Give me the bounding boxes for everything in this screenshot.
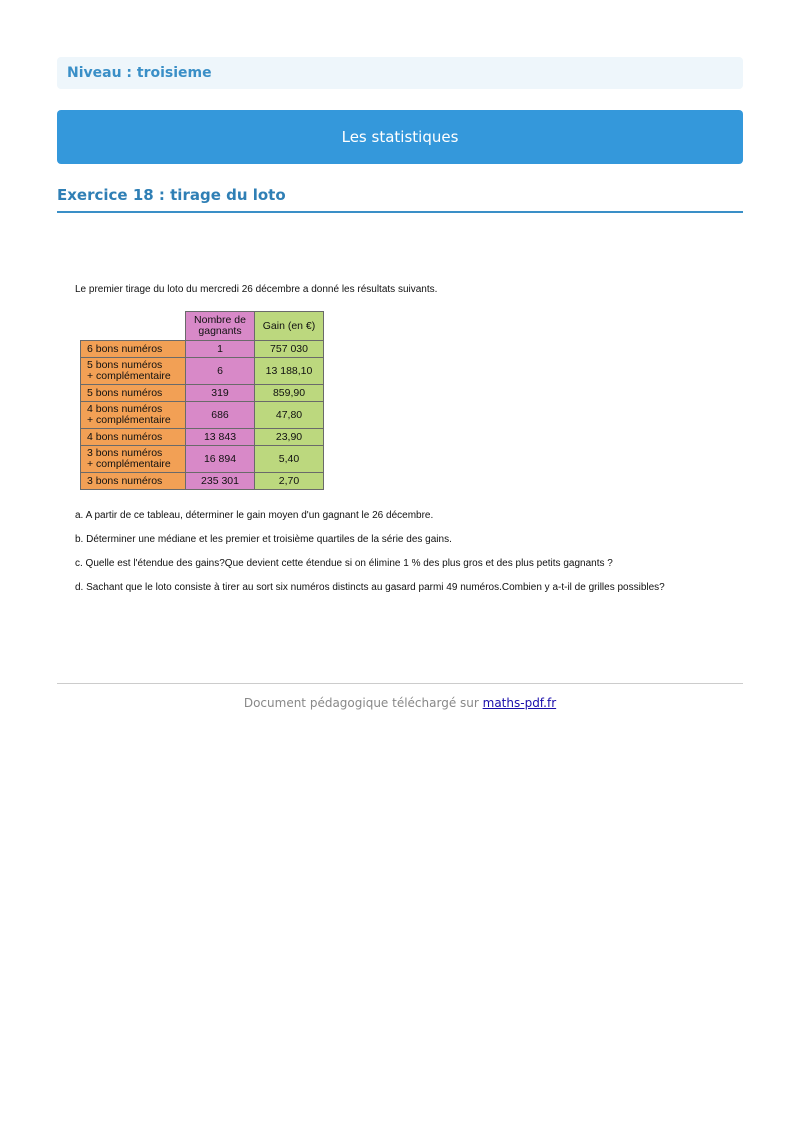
- chapter-banner: [57, 110, 743, 164]
- header-winners: Nombre de gagnants: [186, 312, 255, 341]
- header-gain: Gain (en €): [255, 312, 324, 341]
- row-gain: 47,80: [255, 402, 324, 429]
- exercise-title: Exercice 18 : tirage du loto: [57, 186, 286, 204]
- row-gain: 859,90: [255, 385, 324, 402]
- chapter-title: Les statistiques: [341, 128, 459, 146]
- row-winners: 235 301: [186, 473, 255, 490]
- table-body: [81, 341, 324, 490]
- row-label: [81, 341, 186, 358]
- footer-divider: [57, 683, 743, 684]
- row-label: [81, 429, 186, 446]
- question-a: a. A partir de ce tableau, déterminer le gain moyen d'un gagnant le 26 décembre.: [75, 510, 434, 521]
- row-label-line: + complémentaire: [87, 370, 171, 382]
- table-row: [81, 473, 324, 490]
- intro-text: Le premier tirage du loto du mercredi 26 décembre a donné les résultats suivants.: [75, 284, 438, 295]
- table-row: [81, 385, 324, 402]
- results-table: [80, 311, 324, 490]
- row-gain: 757 030: [255, 341, 324, 358]
- row-label: [81, 473, 186, 490]
- row-gain: 5,40: [255, 446, 324, 473]
- question-d: d. Sachant que le loto consiste à tirer au sort six numéros distincts au gasard parmi 49 numéros.Combien y a-t-il de grilles possibles?: [75, 582, 665, 593]
- row-label: [81, 446, 186, 473]
- level-label: Niveau : troisieme: [67, 65, 212, 81]
- row-label-line: 4 bons numéros: [87, 430, 163, 443]
- table-row: [81, 358, 324, 385]
- row-gain: 2,70: [255, 473, 324, 490]
- table-row: [81, 429, 324, 446]
- row-label-line: 5 bons numéros: [87, 386, 163, 399]
- row-label-line: + complémentaire: [87, 458, 171, 470]
- row-label-line: + complémentaire: [87, 414, 171, 426]
- row-gain: 23,90: [255, 429, 324, 446]
- table-row: [81, 341, 324, 358]
- questions-list: [75, 510, 715, 593]
- table-row: [81, 446, 324, 473]
- row-label: [81, 385, 186, 402]
- row-winners: 6: [186, 358, 255, 385]
- table-corner: [81, 312, 186, 341]
- row-label: [81, 402, 186, 429]
- row-winners: 686: [186, 402, 255, 429]
- footer-link[interactable]: maths-pdf.fr: [482, 696, 557, 710]
- row-winners: 1: [186, 341, 255, 358]
- row-label-line: 5 bons numéros: [87, 359, 163, 371]
- question-b: b. Déterminer une médiane et les premier et troisième quartiles de la série des gains.: [75, 534, 452, 545]
- row-winners: 16 894: [186, 446, 255, 473]
- footer-text: Document pédagogique téléchargé sur: [243, 696, 483, 710]
- row-gain: 13 188,10: [255, 358, 324, 385]
- question-c: c. Quelle est l'étendue des gains?Que devient cette étendue si on élimine 1 % des plus gros et des plus petits gagnants ?: [75, 558, 613, 569]
- footer: [0, 696, 800, 710]
- table-header-row: [81, 312, 324, 341]
- table-row: [81, 402, 324, 429]
- exercise-header: [57, 185, 743, 213]
- exercise-content: [75, 284, 715, 606]
- row-label-line: 4 bons numéros: [87, 403, 163, 415]
- level-box: [57, 57, 743, 89]
- row-winners: 13 843: [186, 429, 255, 446]
- row-winners: 319: [186, 385, 255, 402]
- row-label: [81, 358, 186, 385]
- row-label-line: 3 bons numéros: [87, 447, 163, 459]
- row-label-line: 3 bons numéros: [87, 474, 163, 487]
- row-label-line: 6 bons numéros: [87, 342, 163, 355]
